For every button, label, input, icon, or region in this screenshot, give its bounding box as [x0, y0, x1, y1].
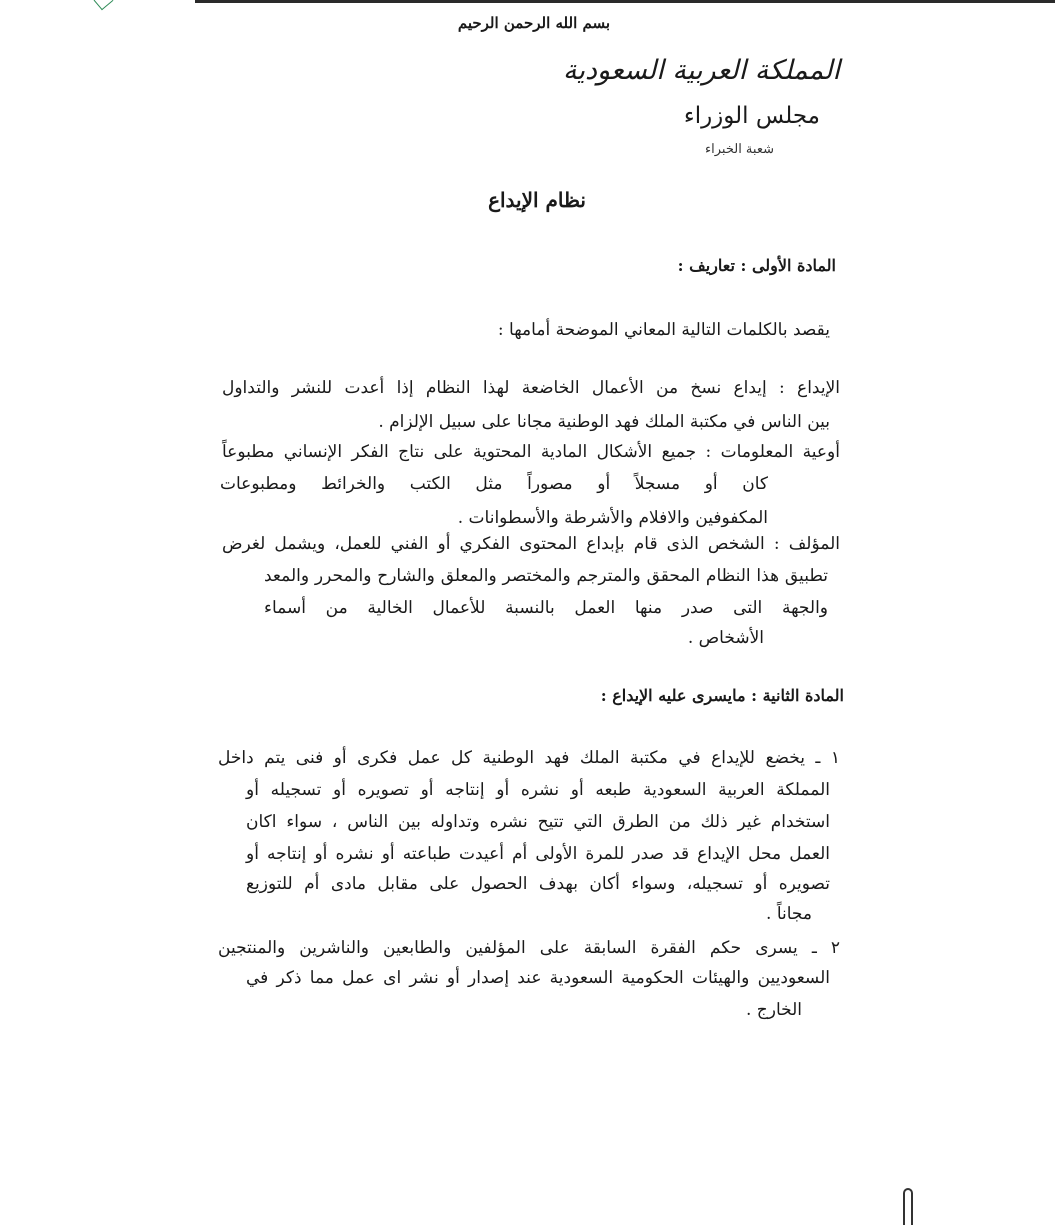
basmala: بسم الله الرحمن الرحيم	[457, 14, 610, 32]
clause-line: المملكة العربية السعودية طبعه أو نشره أو إنتاجه أو تصويره أو تسجيله أو	[246, 780, 830, 800]
definition-line: المؤلف : الشخص الذى قام بإبداع المحتوى الفكري أو الفني للعمل، ويشمل لغرض	[222, 534, 840, 554]
document-title: نظام الإيداع	[488, 188, 586, 212]
article1-heading: المادة الأولى : تعاريف :	[677, 256, 836, 275]
definition-line: الأشخاص .	[687, 628, 764, 648]
page-edge-mark	[903, 1188, 913, 1225]
clause-line: ٢ ـ يسرى حكم الفقرة السابقة على المؤلفين والطابعين والناشرين والمنتجين	[218, 938, 840, 958]
letterhead-kingdom: المملكة العربية السعودية	[562, 55, 840, 86]
letterhead-council: مجلس الوزراء	[683, 103, 820, 129]
article1-intro: يقصد بالكلمات التالية المعاني الموضحة أمامها :	[497, 320, 830, 340]
letterhead-department: شعبة الخبراء	[705, 142, 774, 157]
scan-top-border	[195, 0, 1055, 3]
definition-line: الإيداع : إيداع نسخ من الأعمال الخاضعة لهذا النظام إذا أعدت للنشر والتداول	[222, 378, 840, 398]
corner-mark	[94, 0, 114, 10]
definition-line: بين الناس في مكتبة الملك فهد الوطنية مجانا على سبيل الإلزام .	[378, 412, 830, 432]
definition-line: كان أو مسجلاً أو مصوراً مثل الكتب والخرائط ومطبوعات	[220, 474, 768, 494]
clause-line: تصويره أو تسجيله، وسواء أكان بهدف الحصول على مقابل مادى أم للتوزيع	[246, 874, 830, 894]
article2-heading: المادة الثانية : مايسرى عليه الإيداع :	[600, 686, 844, 705]
clause-line: ١ ـ يخضع للإيداع في مكتبة الملك فهد الوطنية كل عمل فكرى أو فنى يتم داخل	[218, 748, 840, 768]
clause-line: العمل محل الإيداع قد صدر للمرة الأولى أم أعيدت طباعته أو نشره أو إنتاجه أو	[246, 844, 830, 864]
clause-line: الخارج .	[745, 1000, 802, 1020]
clause-line: استخدام غير ذلك من الطرق التي تتيح نشره وتداوله بين الناس ، سواء اكان	[246, 812, 830, 832]
clause-line: مجاناً .	[766, 904, 812, 924]
definition-line: المكفوفين والافلام والأشرطة والأسطوانات .	[457, 508, 768, 528]
clause-line: السعوديين والهيئات الحكومية السعودية عند إصدار أو نشر اى عمل مما ذكر في	[246, 968, 830, 988]
definition-line: تطبيق هذا النظام المحقق والمترجم والمختصر والمعلق والشارح والمحرر والمعد	[264, 566, 828, 586]
definition-line: أوعية المعلومات : جميع الأشكال المادية المحتوية على نتاج الفكر الإنساني مطبوعاً	[222, 442, 840, 462]
definition-line: والجهة التى صدر منها العمل بالنسبة للأعمال الخالية من أسماء	[264, 598, 828, 618]
